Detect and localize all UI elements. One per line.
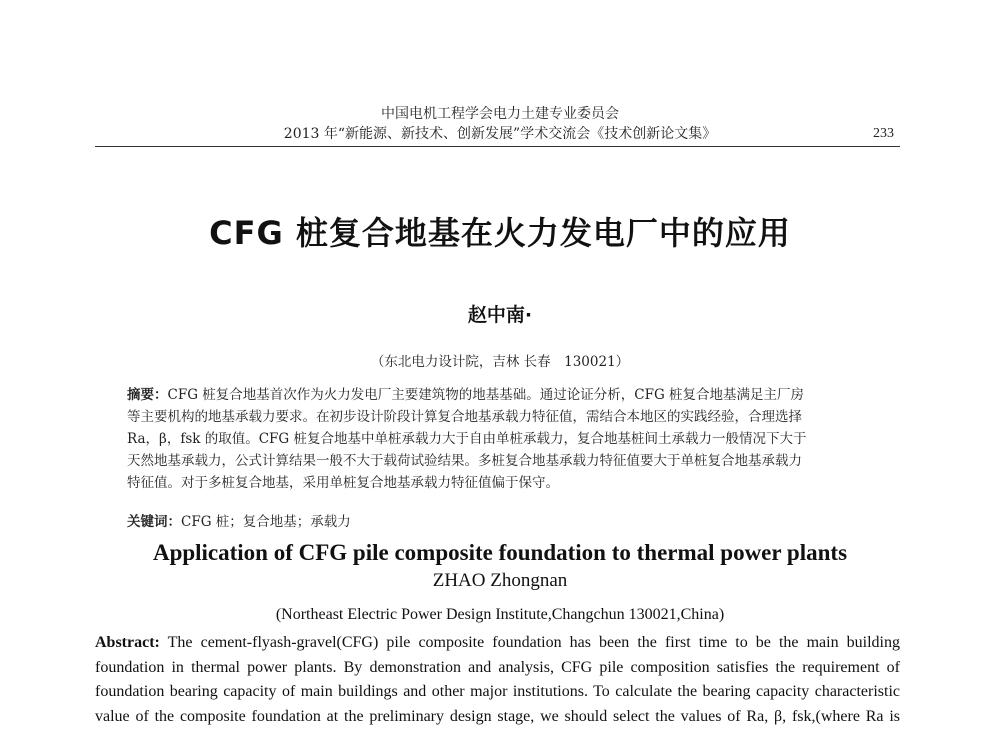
author-chinese: 赵中南· <box>467 304 533 326</box>
page-number: 233 <box>873 126 894 141</box>
affiliation-english: (Northeast Electric Power Design Institute,Changchun 130021,China) <box>275 606 725 623</box>
header-rule <box>95 146 900 147</box>
affiliation-chinese: （东北电力设计院，吉林 长春 130021） <box>370 354 630 370</box>
abstract-english-line: value of the composite foundation at the preliminary design stage, we should select the values of Ra, β, fsk,(where Ra is <box>95 707 900 725</box>
running-header-proceedings: 2013 年“新能源、新技术、创新发展”学术交流会《技术创新论文集》 <box>283 126 717 142</box>
running-header-society: 中国电机工程学会电力土建专业委员会 <box>381 106 619 122</box>
abstract-english <box>95 631 900 729</box>
abstract-chinese-line: 天然地基承载力，公式计算结果一般不大于载荷试验结果。多桩复合地基承载力特征值要大于单桩复合地基承载力 <box>127 453 802 469</box>
abstract-english-line <box>95 631 900 656</box>
paper-title-english: Application of CFG pile composite foundation to thermal power plants <box>152 540 848 565</box>
keywords-text-chinese: CFG 桩；复合地基；承载力 <box>181 514 351 530</box>
abstract-chinese-text: CFG 桩复合地基首次作为火力发电厂主要建筑物的地基基础。通过论证分析，CFG 桩复合地基满足主厂房 <box>167 387 805 403</box>
keywords-label-chinese: 关键词： <box>127 514 181 530</box>
abstract-chinese <box>127 384 877 494</box>
keywords-chinese <box>127 510 351 530</box>
abstract-english-text: The cement-flyash-gravel(CFG) pile composite foundation has been the first time to be the main building <box>167 634 900 651</box>
abstract-chinese-line: 特征值。对于多桩复合地基，采用单桩复合地基承载力特征值偏于保守。 <box>127 475 559 491</box>
abstract-english-line: foundation in thermal power plants. By demonstration and analysis, CFG pile composition satisfies the requirement of <box>95 658 900 676</box>
abstract-chinese-line <box>127 384 877 406</box>
abstract-chinese-line: Ra，β，fsk 的取值。CFG 桩复合地基中单桩承载力大于自由单桩承载力，复合地基桩间土承载力一般情况下大于 <box>127 431 807 447</box>
abstract-chinese-line: 等主要机构的地基承载力要求。在初步设计阶段计算复合地基承载力特征值，需结合本地区的实践经验，合理选择 <box>127 409 802 425</box>
abstract-label-chinese: 摘要： <box>127 387 168 403</box>
abstract-label-english: Abstract: <box>95 634 160 651</box>
author-english: ZHAO Zhongnan <box>432 570 568 591</box>
paper-title-chinese: CFG 桩复合地基在火力发电厂中的应用 <box>209 214 791 252</box>
abstract-english-line: foundation bearing capacity of main buildings and other major institutions. To calculate the bearing capacity characteristic <box>95 683 900 700</box>
